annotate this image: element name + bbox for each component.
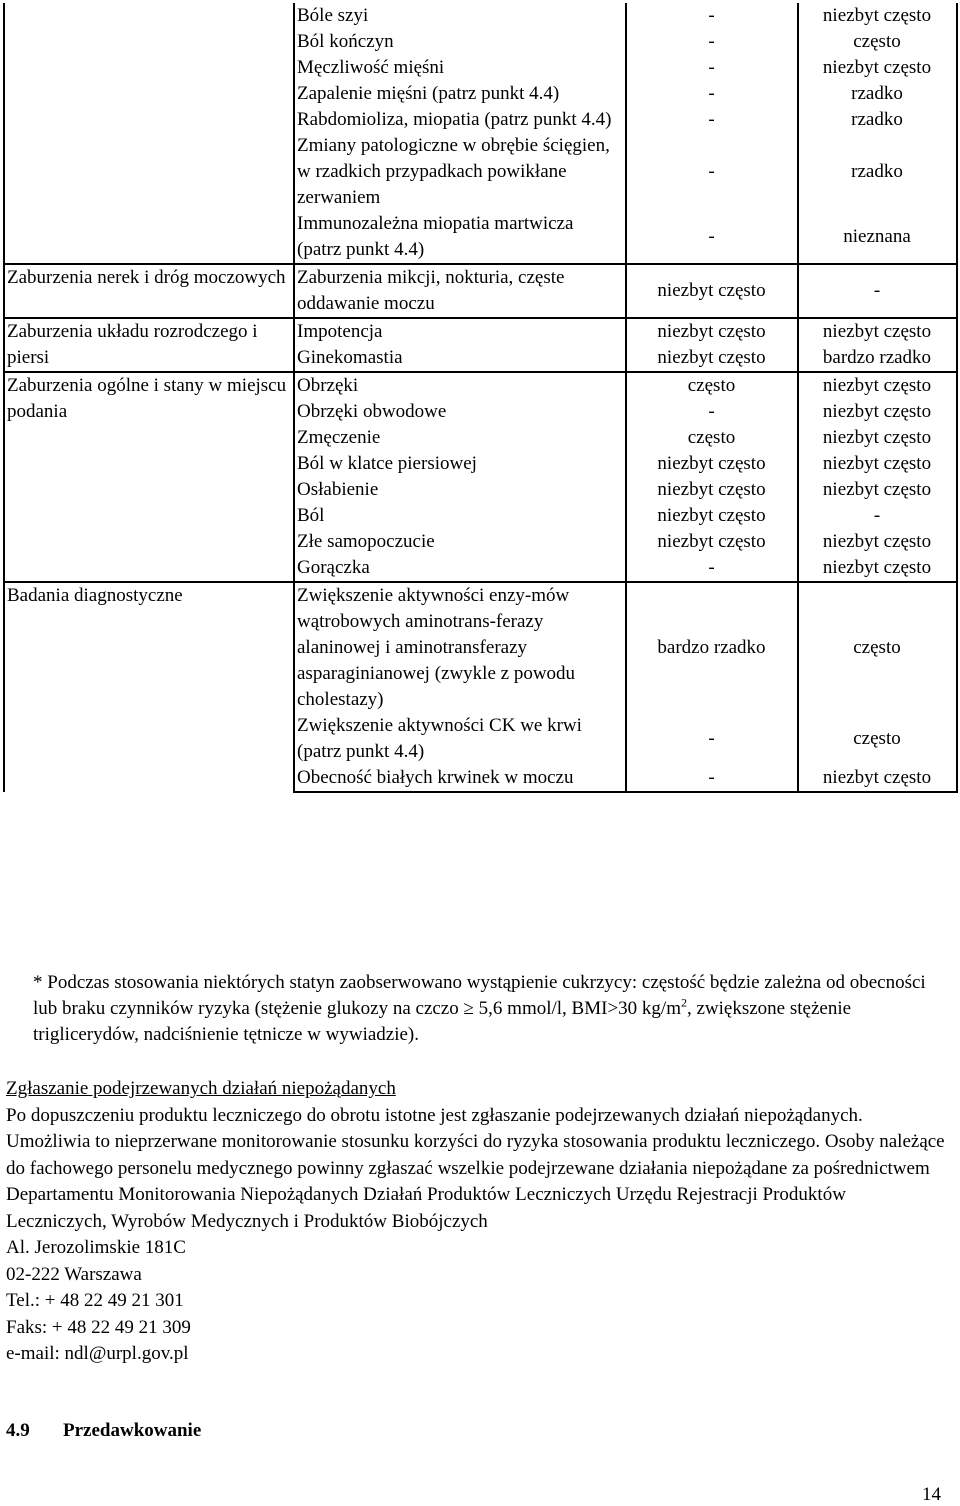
frequency-cell-2	[798, 81, 957, 107]
system-organ-class-cell	[4, 3, 294, 264]
frequency-cell-2-value: często	[853, 31, 901, 52]
frequency-cell-2	[798, 345, 957, 372]
adverse-effect-cell: Ból kończyn	[294, 29, 626, 55]
table-row	[4, 582, 957, 713]
frequency-cell-2-value: niezbyt często	[822, 557, 932, 578]
frequency-cell-2-value: rzadko	[851, 83, 903, 104]
frequency-cell-1	[626, 399, 798, 425]
frequency-cell-2-value: niezbyt często	[822, 401, 932, 422]
frequency-cell-2-value: rzadko	[851, 161, 903, 182]
frequency-cell-2	[798, 133, 957, 211]
frequency-cell-2	[798, 451, 957, 477]
frequency-cell-2	[798, 713, 957, 765]
frequency-cell-1-value: bardzo rzadko	[657, 637, 766, 658]
frequency-cell-2	[798, 372, 957, 399]
adverse-effect-cell: Immunozależna miopatia martwicza (patrz punkt 4.4)	[294, 211, 626, 264]
frequency-cell-1	[626, 425, 798, 451]
frequency-cell-1	[626, 555, 798, 582]
frequency-cell-2-value: niezbyt często	[822, 321, 932, 342]
frequency-cell-1	[626, 29, 798, 55]
frequency-cell-2	[798, 55, 957, 81]
frequency-cell-2	[798, 107, 957, 133]
adverse-effect-cell: Gorączka	[294, 555, 626, 582]
frequency-cell-1-value: często	[687, 375, 736, 396]
frequency-cell-1	[626, 264, 798, 318]
frequency-cell-2	[798, 318, 957, 345]
frequency-cell-2	[798, 399, 957, 425]
frequency-cell-2-value: niezbyt często	[822, 427, 932, 448]
frequency-cell-1	[626, 582, 798, 713]
frequency-cell-2-value: niezbyt często	[822, 453, 932, 474]
adverse-effect-cell: Męczliwość mięśni	[294, 55, 626, 81]
frequency-cell-1	[626, 211, 798, 264]
footnote-text-2: , zwiększone stężenie triglicerydów, nadciśnienie tętnicze w wywiadzie).	[33, 998, 852, 1045]
frequency-cell-2-value: niezbyt często	[822, 5, 932, 26]
adverse-effect-cell: Ból w klatce piersiowej	[294, 451, 626, 477]
frequency-cell-2	[798, 555, 957, 582]
frequency-cell-1	[626, 529, 798, 555]
frequency-cell-1-value: -	[708, 557, 715, 578]
table-row	[4, 318, 957, 345]
adverse-effect-cell: Zaburzenia mikcji, nokturia, częste oddawanie moczu	[294, 264, 626, 318]
adverse-effect-cell: Obecność białych krwinek w moczu	[294, 765, 626, 792]
frequency-cell-2	[798, 503, 957, 529]
frequency-cell-1-value: -	[708, 226, 715, 247]
frequency-cell-1-value: -	[708, 109, 715, 130]
frequency-cell-2-value: niezbyt często	[822, 375, 932, 396]
frequency-cell-2	[798, 529, 957, 555]
adverse-effect-cell: Rabdomioliza, miopatia (patrz punkt 4.4)	[294, 107, 626, 133]
frequency-cell-1	[626, 345, 798, 372]
frequency-cell-2-value: niezbyt często	[822, 531, 932, 552]
frequency-cell-1-value: niezbyt często	[657, 505, 766, 526]
frequency-cell-1-value: -	[708, 401, 715, 422]
address-line: Faks: + 48 22 49 21 309	[6, 1316, 191, 1338]
frequency-cell-2	[798, 582, 957, 713]
frequency-cell-2	[798, 477, 957, 503]
frequency-cell-1-value: -	[708, 31, 715, 52]
adverse-effect-cell: Złe samopoczucie	[294, 529, 626, 555]
frequency-cell-1-value: niezbyt często	[657, 453, 766, 474]
frequency-cell-1-value: niezbyt często	[657, 347, 766, 368]
frequency-cell-1-value: -	[708, 728, 715, 749]
frequency-cell-1-value: niezbyt często	[657, 531, 766, 552]
adverse-effect-cell: Zmęczenie	[294, 425, 626, 451]
frequency-cell-2-value: niezbyt często	[822, 767, 932, 788]
frequency-cell-2-value: często	[853, 637, 901, 658]
reporting-section	[6, 1076, 946, 1368]
frequency-cell-1-value: -	[708, 83, 715, 104]
footnote-superscript: 2	[680, 995, 687, 1010]
adverse-effect-cell: Osłabienie	[294, 477, 626, 503]
footnote-text-1: * Podczas stosowania niektórych statyn zaobserwowano wystąpienie cukrzycy: częstość będzie zależna od obecności lub braku czynników ryzyka (stężenie glukozy na czczo ≥ 5,6 mmol/l, BMI>30 kg/m	[33, 972, 926, 1019]
address-line: Al. Jerozolimskie 181C	[6, 1237, 186, 1258]
frequency-cell-2-value: nieznana	[843, 226, 911, 247]
frequency-cell-2	[798, 29, 957, 55]
adverse-effect-cell: Bóle szyi	[294, 3, 626, 29]
frequency-cell-2-value: niezbyt często	[822, 57, 932, 78]
frequency-cell-2-value: bardzo rzadko	[822, 347, 932, 368]
system-organ-class-cell: Zaburzenia nerek i dróg moczowych	[4, 264, 294, 318]
frequency-cell-1	[626, 55, 798, 81]
frequency-cell-1	[626, 765, 798, 792]
frequency-cell-1-value: -	[708, 57, 715, 78]
address-line: 02-222 Warszawa	[6, 1263, 142, 1285]
table-row	[4, 372, 957, 399]
frequency-cell-2-value: często	[853, 728, 901, 749]
adverse-effect-cell: Impotencja	[294, 318, 626, 345]
reporting-heading: Zgłaszanie podejrzewanych działań niepożądanych	[6, 1078, 396, 1099]
reporting-paragraph: Po dopuszczeniu produktu leczniczego do obrotu istotne jest zgłaszanie podejrzewanych działań niepożądanych. Umożliwia to nieprzerwane monitorowanie stosunku korzyści do ryzyka stosowania produktu leczniczego. Osoby należące do fachowego personelu medycznego powinny zgłaszać wszelkie podejrzewane działania niepożądane za pośrednictwem Departamentu Monitorowania Niepożądanych Działań Produktów Leczniczych Urzędu Rejestracji Produktów Leczniczych, Wyrobów Medycznych i Produktów Biobójczych	[6, 1104, 945, 1232]
frequency-cell-2-value: niezbyt często	[822, 479, 932, 500]
address-line: e-mail: ndl@urpl.gov.pl	[6, 1343, 189, 1364]
section-4-9-heading	[6, 1418, 201, 1444]
adverse-effect-cell: Ginekomastia	[294, 345, 626, 372]
frequency-cell-1	[626, 133, 798, 211]
page-number: 14	[922, 1484, 941, 1505]
frequency-cell-1	[626, 318, 798, 345]
frequency-cell-1	[626, 451, 798, 477]
frequency-cell-2-value: -	[873, 505, 881, 526]
frequency-cell-2	[798, 765, 957, 792]
diabetes-footnote	[33, 970, 933, 1048]
adverse-effect-cell: Zapalenie mięśni (patrz punkt 4.4)	[294, 81, 626, 107]
frequency-cell-1-value: -	[708, 5, 715, 26]
frequency-cell-2-value: -	[873, 280, 881, 301]
frequency-cell-1	[626, 477, 798, 503]
frequency-cell-1-value: -	[708, 161, 715, 182]
adverse-effect-cell: Ból	[294, 503, 626, 529]
system-organ-class-cell: Zaburzenia ogólne i stany w miejscu podania	[4, 372, 294, 582]
adverse-effect-cell: Zmiany patologiczne w obrębie ścięgien, w rzadkich przypadkach powikłane zerwaniem	[294, 133, 626, 211]
system-organ-class-cell: Badania diagnostyczne	[4, 582, 294, 792]
frequency-cell-1	[626, 81, 798, 107]
adverse-effect-cell: Obrzęki	[294, 372, 626, 399]
section-number: 4.9	[6, 1420, 30, 1441]
frequency-cell-1	[626, 713, 798, 765]
table-row	[4, 264, 957, 318]
frequency-cell-1	[626, 503, 798, 529]
frequency-cell-1-value: -	[708, 767, 715, 788]
frequency-cell-2	[798, 211, 957, 264]
frequency-cell-1	[626, 3, 798, 29]
adverse-effects-table	[3, 3, 958, 793]
adverse-effect-cell: Zwiększenie aktywności CK we krwi (patrz punkt 4.4)	[294, 713, 626, 765]
frequency-cell-2	[798, 264, 957, 318]
frequency-cell-1-value: niezbyt często	[657, 479, 766, 500]
adverse-effect-cell: Zwiększenie aktywności enzy-mów wątrobowych aminotrans-ferazy alaninowej i aminotransferazy asparaginianowej (zwykle z powodu cholestazy)	[294, 582, 626, 713]
frequency-cell-2-value: rzadko	[851, 109, 903, 130]
address-line: Tel.: + 48 22 49 21 301	[6, 1290, 184, 1311]
frequency-cell-1-value: często	[687, 427, 736, 448]
frequency-cell-2	[798, 425, 957, 451]
adverse-effect-cell: Obrzęki obwodowe	[294, 399, 626, 425]
frequency-cell-1-value: niezbyt często	[657, 321, 766, 342]
table-row	[4, 3, 957, 29]
frequency-cell-2	[798, 3, 957, 29]
system-organ-class-cell: Zaburzenia układu rozrodczego i piersi	[4, 318, 294, 372]
section-title: Przedawkowanie	[63, 1420, 202, 1441]
frequency-cell-1-value: niezbyt często	[657, 280, 766, 301]
frequency-cell-1	[626, 372, 798, 399]
frequency-cell-1	[626, 107, 798, 133]
